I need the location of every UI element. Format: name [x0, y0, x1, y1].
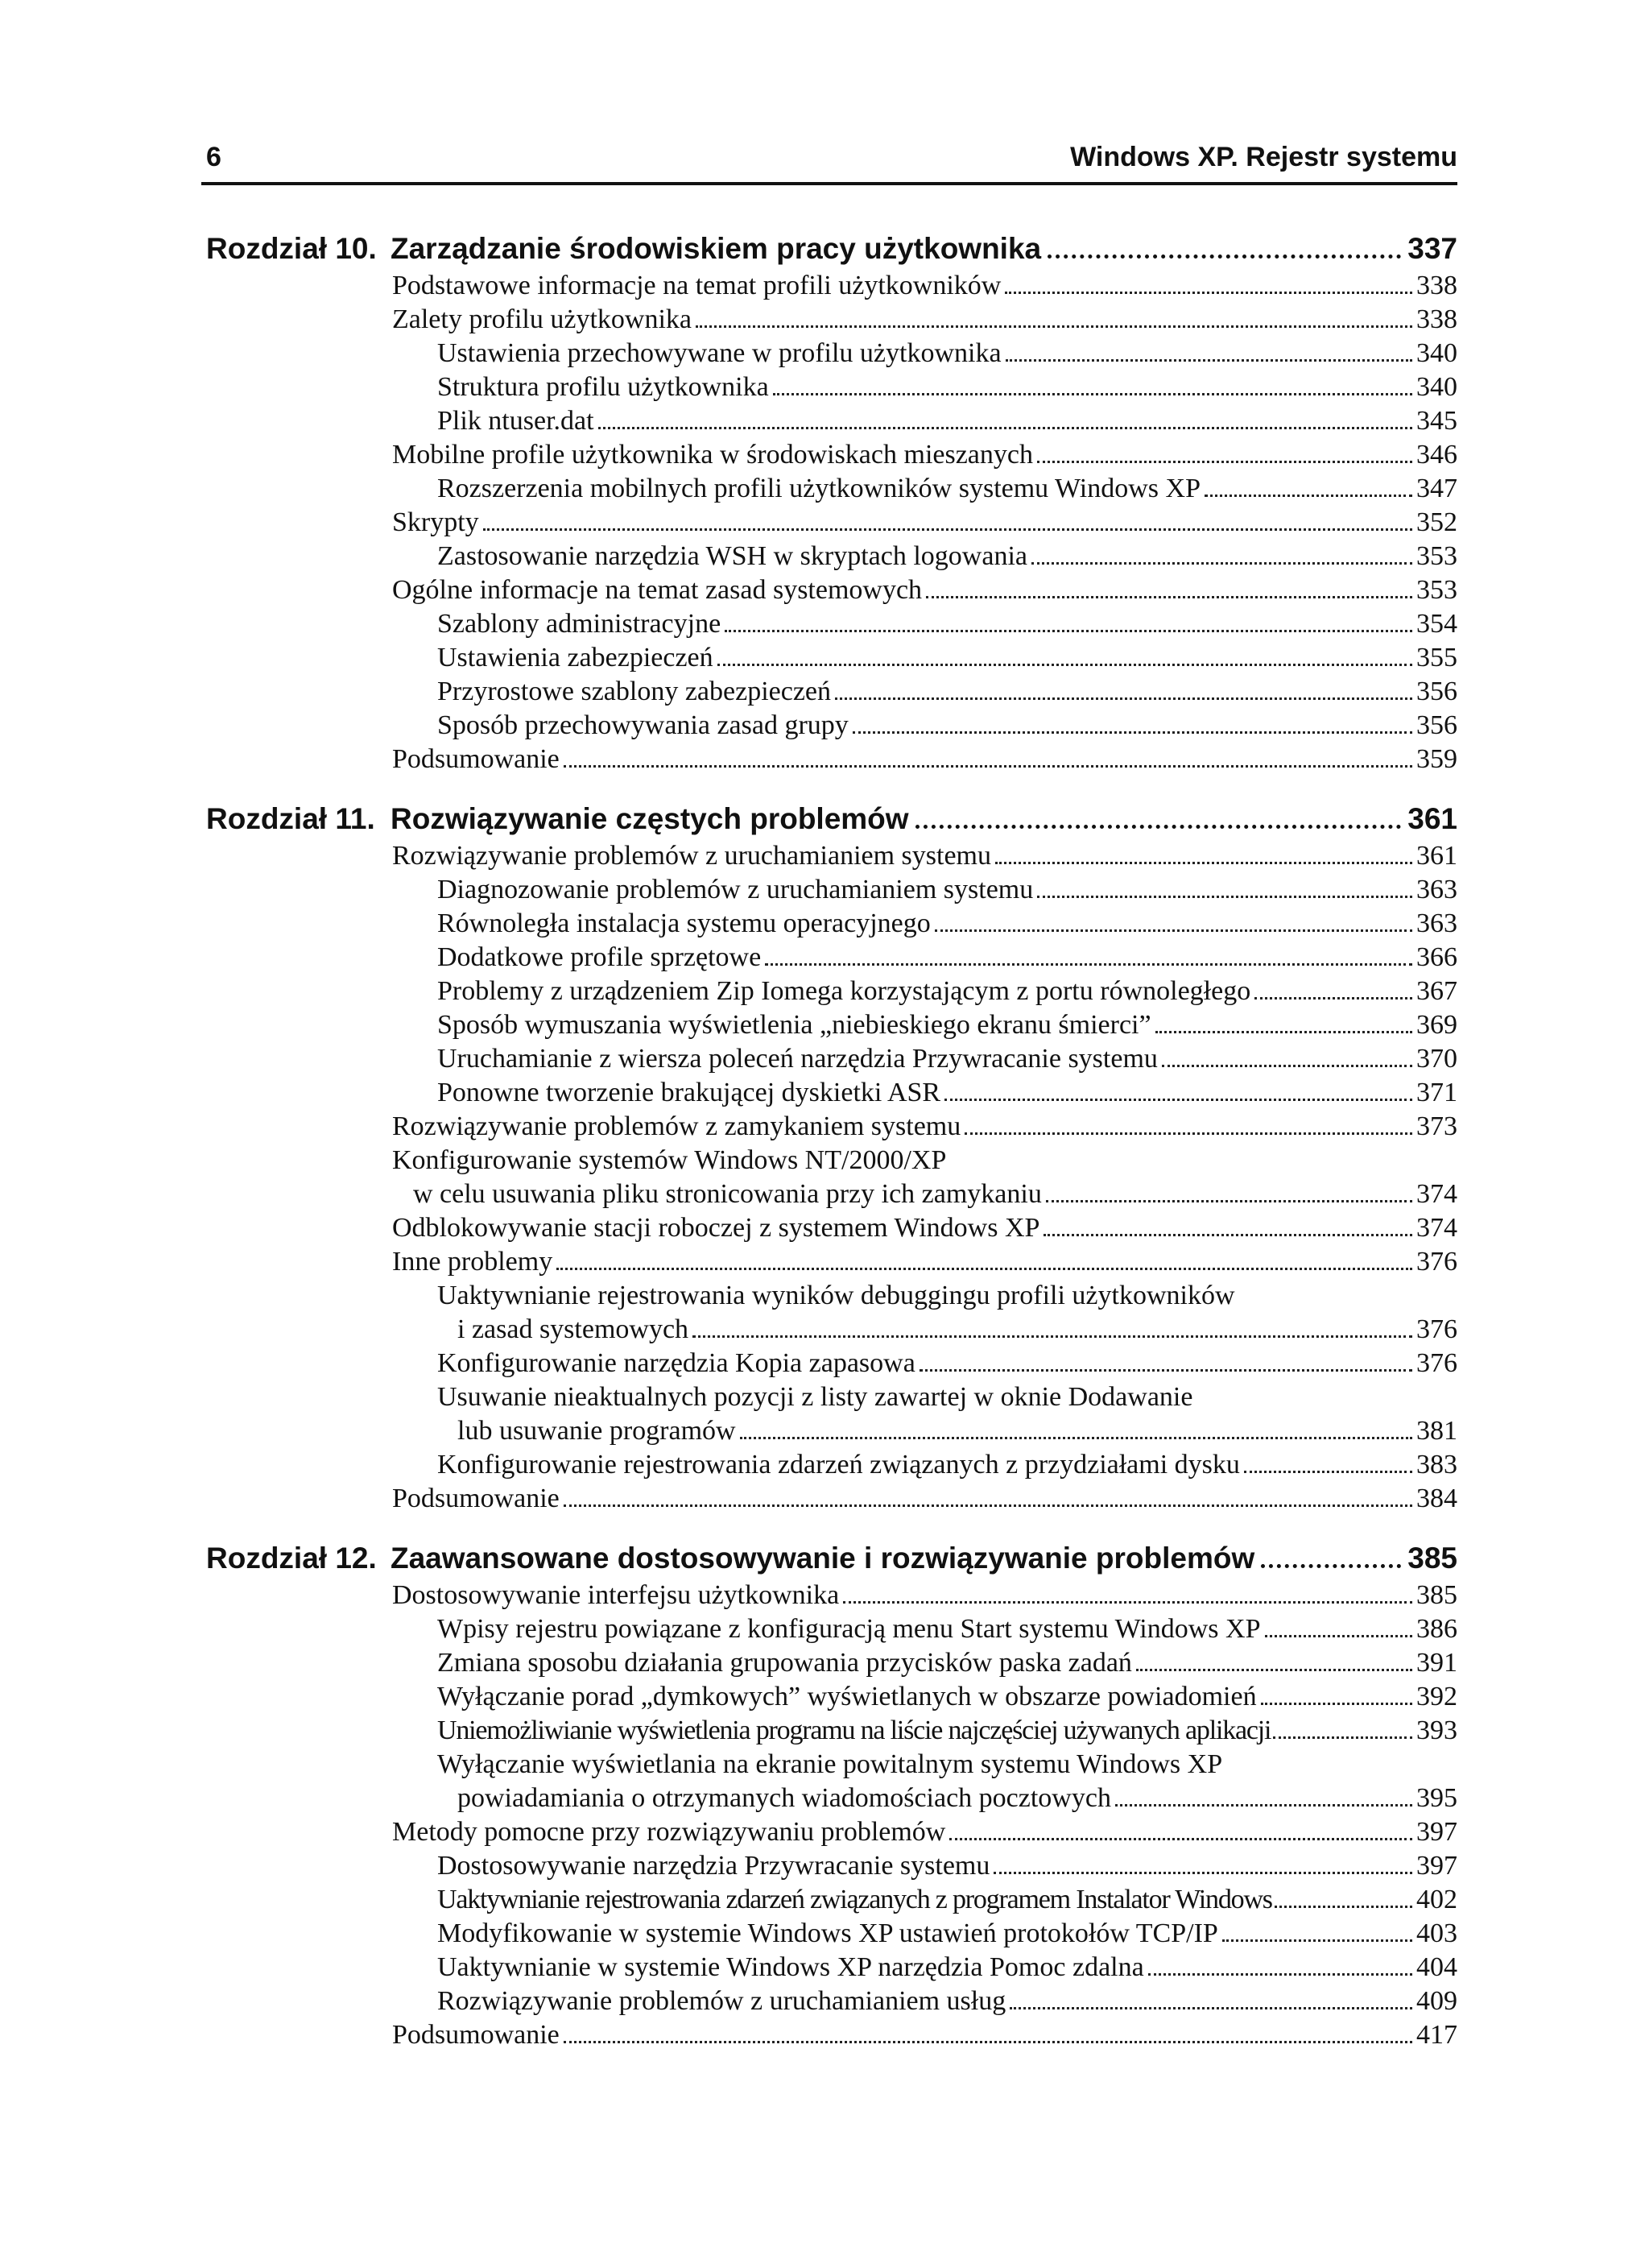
toc-entry	[437, 1044, 1457, 1076]
toc-entry-text: Uruchamianie z wiersza poleceń narzędzia Przywracanie systemu	[437, 1044, 1158, 1074]
toc-entry-page: 374	[1416, 1213, 1457, 1243]
toc-entry-text: Przyrostowe szablony zabezpieczeń	[437, 677, 831, 706]
toc-entry-text: Konfigurowanie narzędzia Kopia zapasowa	[437, 1348, 915, 1378]
toc-entry	[437, 875, 1457, 907]
toc-entry	[392, 304, 1457, 337]
dot-leader	[1205, 495, 1412, 497]
toc-entry-page: 384	[1416, 1484, 1457, 1513]
toc-entry-text: Uaktywnianie rejestrowania wyników debuggingu profili użytkowników	[437, 1281, 1235, 1310]
dot-leader	[1031, 562, 1412, 565]
toc-entry-text: Problemy z urządzeniem Zip Iomega korzystającym z portu równoległego	[437, 976, 1251, 1006]
toc-entry-page: 393	[1416, 1715, 1457, 1745]
toc-entry	[392, 440, 1457, 472]
toc-entry	[437, 942, 1457, 975]
toc-entry-text-continued: powiadamiania o otrzymanych wiadomościach pocztowych	[457, 1783, 1111, 1813]
toc-entry	[437, 474, 1457, 506]
dot-leader	[564, 2041, 1412, 2043]
toc-entry	[437, 1918, 1457, 1951]
dot-leader	[843, 1601, 1412, 1604]
toc-entry-page: 403	[1416, 1918, 1457, 1948]
page-number: 6	[206, 142, 221, 172]
toc-entry-text: Uaktywnianie w systemie Windows XP narzędzia Pomoc zdalna	[437, 1952, 1144, 1982]
dot-leader	[773, 393, 1412, 395]
dot-leader	[920, 1369, 1412, 1372]
toc-entry-page: 340	[1416, 338, 1457, 368]
toc-entry	[437, 406, 1457, 438]
toc-entry	[437, 643, 1457, 675]
toc-entry	[437, 1450, 1457, 1482]
toc-entry-text: Podsumowanie	[392, 1484, 560, 1513]
toc-entry-text: Podsumowanie	[392, 744, 560, 774]
dot-leader	[564, 1504, 1412, 1507]
toc-entry-page: 369	[1416, 1010, 1457, 1040]
toc-entry-page: 376	[1416, 1348, 1457, 1378]
dot-leader	[835, 697, 1412, 700]
toc-entry	[437, 1648, 1457, 1680]
dot-leader	[483, 528, 1412, 531]
chapter-label: Rozdział 11.	[206, 802, 375, 835]
toc-entry-text: Podstawowe informacje na temat profili użytkowników	[392, 271, 1002, 300]
running-title: Windows XP. Rejestr systemu	[1070, 142, 1457, 172]
toc-entry	[437, 710, 1457, 743]
toc-entry	[392, 1213, 1457, 1245]
toc-entry-page: 409	[1416, 1986, 1457, 2016]
dot-leader	[1136, 1669, 1412, 1671]
toc-entry	[437, 1952, 1457, 1984]
toc-entry	[437, 1715, 1457, 1748]
toc-entry-text: Sposób wymuszania wyświetlenia „niebieskiego ekranu śmierci”	[437, 1010, 1151, 1040]
toc-entry	[437, 609, 1457, 641]
toc-entry-text: Równoległa instalacja systemu operacyjnego	[437, 908, 931, 938]
toc-entry-text: Mobilne profile użytkownika w środowiskach mieszanych	[392, 440, 1033, 470]
toc-entry-text: Ustawienia przechowywane w profilu użytkownika	[437, 338, 1002, 368]
toc-entry	[437, 1078, 1457, 1110]
chapter-page: 385	[1407, 1542, 1457, 1575]
toc-entry-page: 340	[1416, 372, 1457, 402]
dot-leader	[717, 664, 1412, 666]
toc-entry	[457, 1416, 1457, 1448]
dot-leader	[1254, 997, 1412, 999]
dot-leader	[1273, 1736, 1412, 1739]
dot-leader	[1244, 1471, 1412, 1473]
toc-entry-page: 363	[1416, 875, 1457, 904]
dot-leader	[1037, 461, 1412, 463]
toc-entry-page: 374	[1416, 1179, 1457, 1209]
toc-entry-text: Dostosowywanie interfejsu użytkownika	[392, 1580, 840, 1610]
toc-entry	[437, 1682, 1457, 1714]
dot-leader	[1046, 1200, 1412, 1202]
toc-entry-text: Odblokowywanie stacji roboczej z systemem Windows XP	[392, 1213, 1040, 1243]
toc-entry-page: 417	[1416, 2020, 1457, 2050]
toc-entry	[392, 2020, 1457, 2052]
toc-entry-page: 392	[1416, 1682, 1457, 1711]
chapter-title: Zarządzanie środowiskiem pracy użytkownika	[391, 232, 1042, 265]
dot-leader	[725, 630, 1412, 632]
toc-entry-page: 356	[1416, 677, 1457, 706]
dot-leader	[1275, 1906, 1412, 1908]
dot-leader	[935, 929, 1412, 932]
toc-entry-page: 359	[1416, 744, 1457, 774]
toc-entry-text: Usuwanie nieaktualnych pozycji z listy zawartej w oknie Dodawanie	[437, 1382, 1193, 1412]
toc-entry	[457, 1314, 1457, 1347]
toc-entry	[437, 372, 1457, 404]
toc-entry-text: Zmiana sposobu działania grupowania przycisków paska zadań	[437, 1648, 1132, 1678]
toc-entry-page: 366	[1416, 942, 1457, 972]
toc-entry	[437, 1348, 1457, 1380]
dot-leader	[995, 862, 1412, 864]
toc-entry	[392, 1247, 1457, 1279]
toc-entry-page: 386	[1416, 1614, 1457, 1644]
chapter-page: 361	[1407, 802, 1457, 835]
toc-entry-page: 353	[1416, 575, 1457, 605]
toc-entry-page: 353	[1416, 541, 1457, 571]
dot-leader	[853, 731, 1412, 734]
toc-entry-page: 338	[1416, 304, 1457, 334]
dot-leader	[965, 1132, 1412, 1135]
toc-entry	[437, 1885, 1457, 1917]
toc-entry-page: 352	[1416, 507, 1457, 537]
dot-leader	[1006, 359, 1412, 362]
dot-leader	[692, 1335, 1412, 1338]
toc-entry-text: Plik ntuser.dat	[437, 406, 594, 436]
toc-entry	[437, 908, 1457, 941]
dot-leader	[1048, 255, 1401, 259]
chapter-label: Rozdział 12.	[206, 1542, 377, 1575]
dot-leader	[564, 765, 1412, 768]
toc-entry-text: Zalety profilu użytkownika	[392, 304, 692, 334]
toc-entry-text: Ponowne tworzenie brakującej dyskietki ASR	[437, 1078, 941, 1107]
toc-entry-text-continued: lub usuwanie programów	[457, 1416, 736, 1446]
dot-leader	[696, 325, 1412, 328]
toc-entry-text: Konfigurowanie systemów Windows NT/2000/XP	[392, 1145, 947, 1175]
toc-entry-page: 383	[1416, 1450, 1457, 1480]
toc-entry	[392, 1484, 1457, 1516]
toc-entry-text-continued: i zasad systemowych	[457, 1314, 689, 1344]
toc-entry	[392, 1580, 1457, 1612]
toc-entry-page: 354	[1416, 609, 1457, 639]
toc-entry-text: Zastosowanie narzędzia WSH w skryptach logowania	[437, 541, 1027, 571]
toc-entry	[392, 1111, 1457, 1144]
toc-entry-text: Diagnozowanie problemów z uruchamianiem systemu	[437, 875, 1034, 904]
toc-entry-page: 345	[1416, 406, 1457, 436]
toc-entry	[392, 744, 1457, 776]
toc-entry-page: 376	[1416, 1314, 1457, 1344]
toc-entry-page: 397	[1416, 1817, 1457, 1847]
toc-entry-text: Dostosowywanie narzędzia Przywracanie systemu	[437, 1851, 990, 1881]
toc-entry-text: Rozwiązywanie problemów z uruchamianiem usług	[437, 1986, 1006, 2016]
toc-entry-page: 373	[1416, 1111, 1457, 1141]
running-header	[201, 137, 1457, 185]
toc-entry-page: 371	[1416, 1078, 1457, 1107]
toc-entry	[437, 1010, 1457, 1042]
toc-entry-page: 356	[1416, 710, 1457, 740]
dot-leader	[915, 825, 1402, 829]
dot-leader	[556, 1268, 1412, 1270]
toc-entry-page: 363	[1416, 908, 1457, 938]
dot-leader	[1265, 1635, 1413, 1637]
toc-entry	[392, 841, 1457, 873]
toc-entry-page: 397	[1416, 1851, 1457, 1881]
toc-entry-text: Uaktywnianie rejestrowania zdarzeń związanych z programem Instalator Windows	[437, 1885, 1272, 1914]
toc-entry-text: Inne problemy	[392, 1247, 553, 1277]
toc-entry-page: 361	[1416, 841, 1457, 871]
toc-entry-text: Ogólne informacje na temat zasad systemowych	[392, 575, 923, 605]
dot-leader	[949, 1838, 1412, 1840]
toc-entry-text: Podsumowanie	[392, 2020, 560, 2050]
dot-leader	[1162, 1065, 1412, 1067]
dot-leader	[994, 1872, 1412, 1874]
toc-entry-text: Dodatkowe profile sprzętowe	[437, 942, 762, 972]
toc-entry-text: Szablony administracyjne	[437, 609, 721, 639]
toc-entry-text: Metody pomocne przy rozwiązywaniu problemów	[392, 1817, 946, 1847]
toc-entry	[437, 541, 1457, 573]
toc-entry	[392, 271, 1457, 303]
toc-entry	[392, 1817, 1457, 1849]
toc-entry-text-continued: w celu usuwania pliku stronicowania przy ich zamykaniu	[413, 1179, 1042, 1209]
toc-entry-text: Skrypty	[392, 507, 479, 537]
chapter-title: Rozwiązywanie częstych problemów	[391, 802, 909, 835]
toc-entry-text: Wyłączanie porad „dymkowych” wyświetlanych w obszarze powiadomień	[437, 1682, 1257, 1711]
toc-entry-page: 367	[1416, 976, 1457, 1006]
toc-entry-text: Rozszerzenia mobilnych profili użytkowników systemu Windows XP	[437, 474, 1201, 503]
toc-entry-page: 402	[1416, 1885, 1457, 1914]
toc-entry-page: 376	[1416, 1247, 1457, 1277]
toc-entry	[437, 338, 1457, 370]
toc-entry	[437, 1986, 1457, 2018]
dot-leader	[1037, 896, 1412, 898]
toc-entry	[392, 507, 1457, 540]
dot-leader	[1148, 1973, 1412, 1976]
dot-leader	[944, 1099, 1412, 1101]
toc-entry-page: 355	[1416, 643, 1457, 673]
toc-entry-page: 381	[1416, 1416, 1457, 1446]
toc-entry-text: Modyfikowanie w systemie Windows XP ustawień protokołów TCP/IP	[437, 1918, 1218, 1948]
toc-entry-page: 391	[1416, 1648, 1457, 1678]
dot-leader	[598, 427, 1412, 429]
toc-entry	[437, 677, 1457, 709]
chapter-page: 337	[1407, 232, 1457, 265]
toc-entry-text: Sposób przechowywania zasad grupy	[437, 710, 849, 740]
toc-entry	[437, 1614, 1457, 1646]
toc-entry-text: Uniemożliwianie wyświetlenia programu na liście najczęściej używanych aplikacji	[437, 1715, 1271, 1745]
dot-leader	[1005, 292, 1412, 294]
chapter-title: Zaawansowane dostosowywanie i rozwiązywanie problemów	[391, 1542, 1255, 1575]
dot-leader	[765, 963, 1412, 966]
toc-entry-text: Wyłączanie wyświetlania na ekranie powitalnym systemu Windows XP	[437, 1749, 1223, 1779]
toc-entry-page: 395	[1416, 1783, 1457, 1813]
toc-entry-page: 385	[1416, 1580, 1457, 1610]
dot-leader	[1222, 1939, 1412, 1942]
toc-entry-text: Ustawienia zabezpieczeń	[437, 643, 713, 673]
toc-entry-page: 346	[1416, 440, 1457, 470]
dot-leader	[1261, 1564, 1401, 1568]
dot-leader	[1044, 1234, 1412, 1236]
toc-entry	[437, 1851, 1457, 1883]
toc-entry-text: Rozwiązywanie problemów z zamykaniem systemu	[392, 1111, 961, 1141]
dot-leader	[1261, 1703, 1412, 1705]
toc-entry	[437, 976, 1457, 1008]
toc-entry-page: 370	[1416, 1044, 1457, 1074]
toc-entry	[413, 1179, 1457, 1211]
chapter-label: Rozdział 10.	[206, 232, 377, 265]
toc-entry-page: 338	[1416, 271, 1457, 300]
toc-entry-text: Wpisy rejestru powiązane z konfiguracją menu Start systemu Windows XP	[437, 1614, 1261, 1644]
dot-leader	[740, 1437, 1412, 1439]
dot-leader	[1155, 1031, 1412, 1033]
toc-entry-text: Rozwiązywanie problemów z uruchamianiem systemu	[392, 841, 991, 871]
toc-entry-page: 347	[1416, 474, 1457, 503]
toc-entry-page: 404	[1416, 1952, 1457, 1982]
toc-entry	[392, 575, 1457, 607]
toc-entry-text: Struktura profilu użytkownika	[437, 372, 769, 402]
toc-entry	[457, 1783, 1457, 1815]
toc-entry-text: Konfigurowanie rejestrowania zdarzeń związanych z przydziałami dysku	[437, 1450, 1240, 1480]
dot-leader	[1010, 2007, 1412, 2009]
dot-leader	[926, 596, 1412, 598]
dot-leader	[1115, 1804, 1412, 1807]
